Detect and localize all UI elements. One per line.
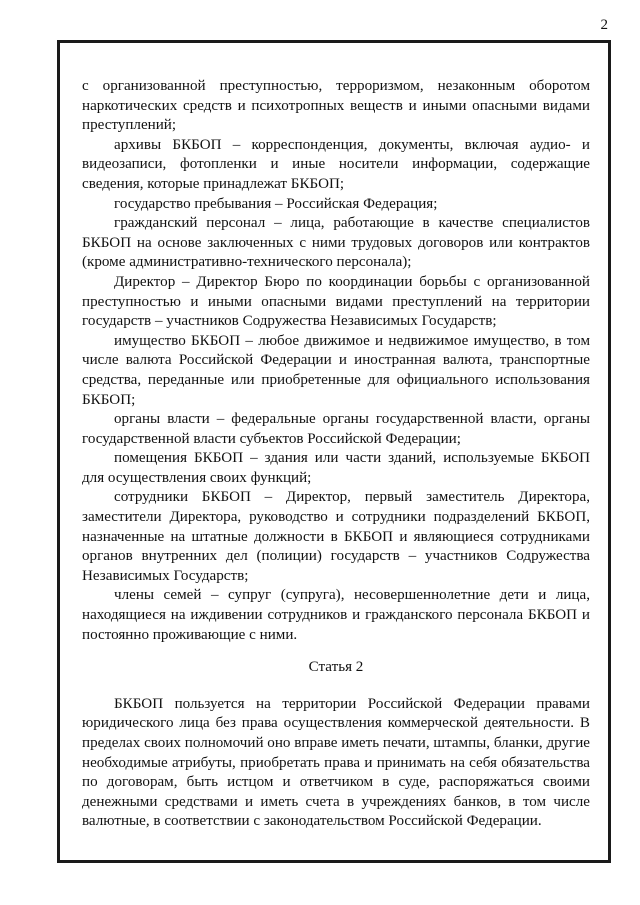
definition-employees: сотрудники БКБОП – Директор, первый заместитель Директора, заместители Директора, руководство и сотрудники подразделений БКБОП, назначенные на штатные должности в БКБОП и являющиеся сотрудниками органов внутренних дел (полиции) государств – участников Содружества Независимых Государств; xyxy=(82,489,590,584)
article-title: Статья 2 xyxy=(308,659,364,676)
definition-host-state: государство пребывания – Российская Федерация; xyxy=(114,195,438,212)
definition-property: имущество БКБОП – любое движимое и недвижимое имущество, в том числе валюта Российской Федерации и иностранная валюта, транспортные средства, переданные или приобретенные для официального использования БКБОП; xyxy=(82,332,590,408)
document-body xyxy=(82,77,590,832)
article-body: БКБОП пользуется на территории Российской Федерации правами юридического лица без права осуществления коммерческой деятельности. В пределах своих полномочий оно вправе иметь печати, штампы, бланки, другие необходимые атрибуты, приобретать права и принимать на себя обязательства по договорам, быть истцом и ответчиком в суде, распоряжаться своими денежными средствами и иметь счета в учреждениях банков, в том числе валютные, в соответствии с законодательством Российской Федерации. xyxy=(82,695,590,830)
page-number: 2 xyxy=(600,17,608,33)
definition-director: Директор – Директор Бюро по координации борьбы с организованной преступностью и иными опасными видами преступлений на территории государств – участников Содружества Независимых Государств; xyxy=(82,273,590,330)
definition-archives: архивы БКБОП – корреспонденция, документы, включая аудио- и видеозаписи, фотопленки и иные носители информации, содержащие сведения, которые принадлежат БКБОП; xyxy=(82,136,590,192)
definition-family-members: члены семей – супруг (супруга), несовершеннолетние дети и лица, находящиеся на иждивении сотрудников и гражданского персонала БКБОП и постоянно проживающие с ними. xyxy=(82,587,590,643)
definition-premises: помещения БКБОП – здания или части зданий, используемые БКБОП для осуществления своих функций; xyxy=(82,450,590,486)
definition-civilian-staff: гражданский персонал – лица, работающие в качестве специалистов БКБОП на основе заключенных с ними трудовых договоров или контрактов (кроме административно-технического персонала); xyxy=(82,215,590,271)
paragraph-continuation: с организованной преступностью, терроризмом, незаконным оборотом наркотических средств и психотропных веществ и иными опасными видами преступлений; xyxy=(82,78,590,134)
definition-authorities: органы власти – федеральные органы государственной власти, органы государственной власти субъектов Российской Федерации; xyxy=(82,411,590,447)
